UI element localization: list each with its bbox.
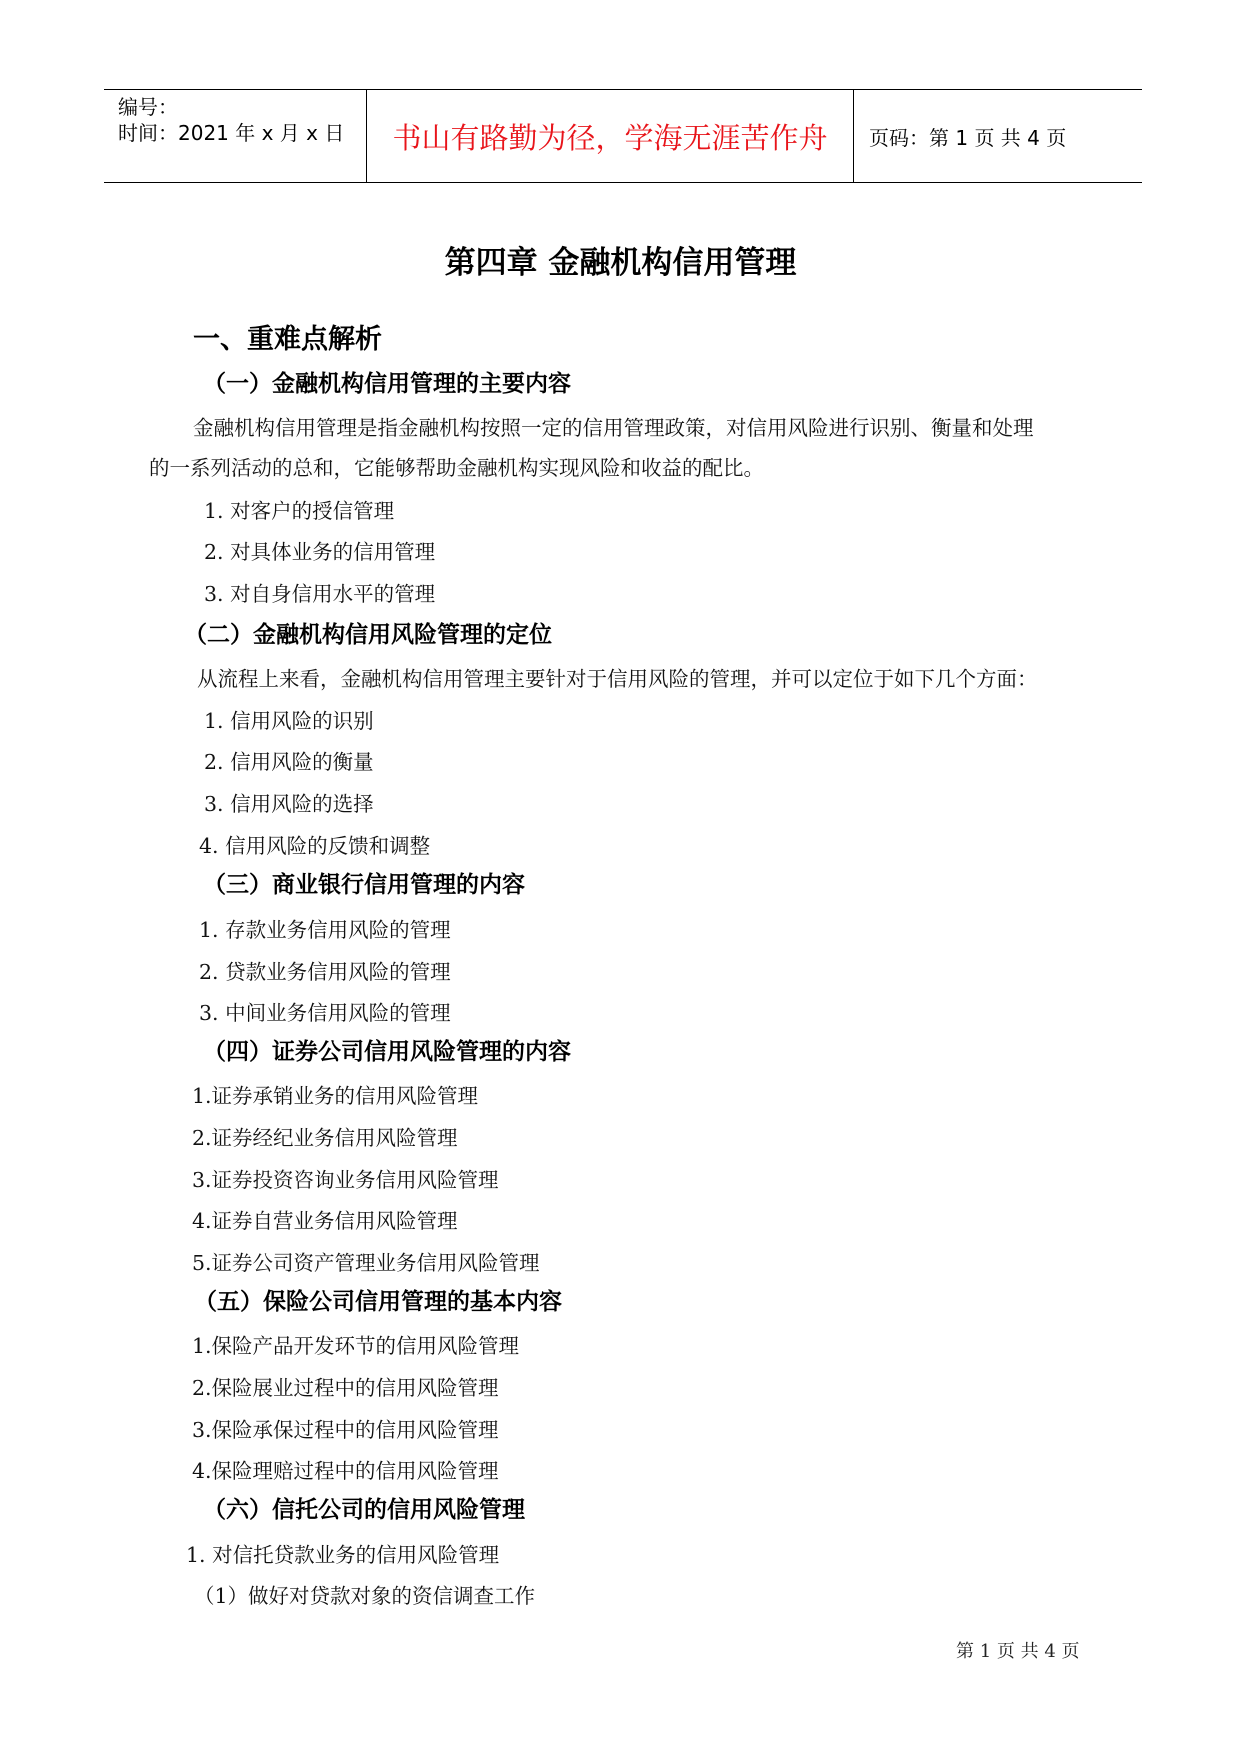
list-item: 1. 信用风险的识别 <box>204 709 374 733</box>
header-motto: 书山有路勤为径，学海无涯苦作舟 <box>392 121 828 155</box>
list-item: 3. 对自身信用水平的管理 <box>204 582 436 606</box>
list-item: 1.证券承销业务的信用风险管理 <box>192 1084 479 1108</box>
list-item: 3. 中间业务信用风险的管理 <box>199 1001 451 1025</box>
subsection-heading: （六）信托公司的信用风险管理 <box>203 1497 525 1523</box>
list-item: 3.证券投资咨询业务信用风险管理 <box>192 1168 499 1192</box>
subsection-heading: （三）商业银行信用管理的内容 <box>203 872 525 898</box>
chapter-title: 第四章 金融机构信用管理 <box>444 245 797 281</box>
header-divider <box>366 90 367 182</box>
list-item: 5.证券公司资产管理业务信用风险管理 <box>192 1251 540 1275</box>
list-item: 1. 对信托贷款业务的信用风险管理 <box>186 1543 500 1567</box>
document-header <box>104 89 1142 183</box>
subsection-heading: （五）保险公司信用管理的基本内容 <box>194 1289 562 1315</box>
header-divider <box>853 90 854 182</box>
serial-label: 编号： <box>118 95 178 119</box>
subsection-heading: （一）金融机构信用管理的主要内容 <box>203 371 571 397</box>
header-meta <box>118 94 344 146</box>
list-item: 2. 贷款业务信用风险的管理 <box>199 960 451 984</box>
list-item: 2.证券经纪业务信用风险管理 <box>192 1126 458 1150</box>
list-item: （1）做好对贷款对象的资信调查工作 <box>194 1584 536 1608</box>
list-item: 1.保险产品开发环节的信用风险管理 <box>192 1334 520 1358</box>
section-heading: 一、重难点解析 <box>193 324 382 355</box>
list-item: 3. 信用风险的选择 <box>204 792 374 816</box>
list-item: 2. 信用风险的衡量 <box>204 750 374 774</box>
subsection-heading: （四）证券公司信用风险管理的内容 <box>203 1039 571 1065</box>
list-item: 2. 对具体业务的信用管理 <box>204 540 436 564</box>
list-item: 4. 信用风险的反馈和调整 <box>199 834 431 858</box>
list-item: 3.保险承保过程中的信用风险管理 <box>192 1418 499 1442</box>
list-item: 2.保险展业过程中的信用风险管理 <box>192 1376 499 1400</box>
header-page-label: 页码：第 1 页 共 4 页 <box>869 126 1067 150</box>
subsection-heading: （二）金融机构信用风险管理的定位 <box>184 622 552 648</box>
paragraph-line: 的一系列活动的总和，它能够帮助金融机构实现风险和收益的配比。 <box>149 456 764 480</box>
list-item: 1. 存款业务信用风险的管理 <box>199 918 451 942</box>
list-item: 1. 对客户的授信管理 <box>204 499 395 523</box>
page-footer: 第 1 页 共 4 页 <box>956 1641 1080 1662</box>
list-item: 4.证券自营业务信用风险管理 <box>192 1209 458 1233</box>
paragraph-line: 从流程上来看，金融机构信用管理主要针对于信用风险的管理，并可以定位于如下几个方面： <box>197 667 1038 691</box>
paragraph-line: 金融机构信用管理是指金融机构按照一定的信用管理政策，对信用风险进行识别、衡量和处理 <box>193 416 1034 440</box>
time-label: 时间：2021 年 x 月 x 日 <box>118 121 345 145</box>
list-item: 4.保险理赔过程中的信用风险管理 <box>192 1459 499 1483</box>
